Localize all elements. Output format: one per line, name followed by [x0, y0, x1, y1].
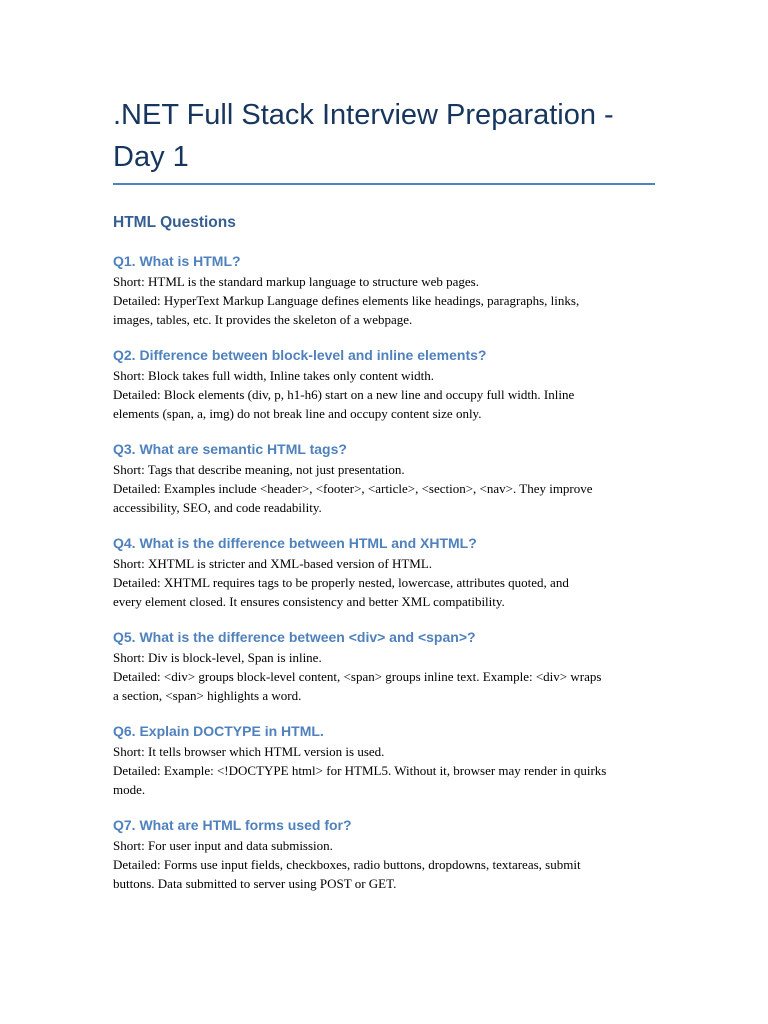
detailed-answer-line: Detailed: Forms use input fields, checkboxes, radio buttons, dropdowns, textareas, submit [113, 857, 581, 872]
detailed-answer-line: Detailed: Block elements (div, p, h1-h6) start on a new line and occupy full width. Inline [113, 387, 575, 402]
detailed-answer-line: Detailed: XHTML requires tags to be properly nested, lowercase, attributes quoted, and [113, 575, 569, 590]
question-block-2 [113, 345, 655, 423]
detailed-answer-line: a section, <span> highlights a word. [113, 688, 302, 703]
detailed-answer-line: Detailed: <div> groups block-level content, <span> groups inline text. Example: <div> wraps [113, 669, 602, 684]
question-block-5 [113, 627, 655, 705]
short-answer: Short: Tags that describe meaning, not just presentation. [113, 462, 405, 477]
document-title [113, 94, 655, 178]
detailed-answer-line: accessibility, SEO, and code readability. [113, 500, 322, 515]
short-answer: Short: Div is block-level, Span is inline. [113, 650, 322, 665]
detailed-answer-line: images, tables, etc. It provides the skeleton of a webpage. [113, 312, 413, 327]
question-title: Q2. Difference between block-level and inline elements? [113, 347, 487, 363]
question-block-1 [113, 251, 655, 329]
short-answer: Short: HTML is the standard markup language to structure web pages. [113, 274, 479, 289]
question-title: Q6. Explain DOCTYPE in HTML. [113, 723, 324, 739]
question-title: Q4. What is the difference between HTML and XHTML? [113, 535, 477, 551]
question-block-7 [113, 815, 655, 893]
detailed-answer-line: Detailed: Example: <!DOCTYPE html> for HTML5. Without it, browser may render in quirks [113, 763, 607, 778]
question-title: Q7. What are HTML forms used for? [113, 817, 352, 833]
short-answer: Short: For user input and data submission. [113, 838, 333, 853]
detailed-answer-line: Detailed: Examples include <header>, <footer>, <article>, <section>, <nav>. They improve [113, 481, 593, 496]
question-title: Q3. What are semantic HTML tags? [113, 441, 347, 457]
question-title: Q1. What is HTML? [113, 253, 241, 269]
detailed-answer-line: every element closed. It ensures consistency and better XML compatibility. [113, 594, 505, 609]
short-answer: Short: Block takes full width, Inline takes only content width. [113, 368, 434, 383]
document-title-line-1: .NET Full Stack Interview Preparation - [113, 99, 614, 131]
detailed-answer-line: Detailed: HyperText Markup Language defines elements like headings, paragraphs, links, [113, 293, 580, 308]
document-title-line-2: Day 1 [113, 141, 189, 173]
detailed-answer-line: mode. [113, 782, 146, 797]
question-block-4 [113, 533, 655, 611]
short-answer: Short: XHTML is stricter and XML-based version of HTML. [113, 556, 433, 571]
detailed-answer-line: buttons. Data submitted to server using POST or GET. [113, 876, 397, 891]
document-page [113, 94, 655, 891]
question-title: Q5. What is the difference between <div> and <span>? [113, 629, 476, 645]
short-answer: Short: It tells browser which HTML version is used. [113, 744, 385, 759]
section-heading: HTML Questions [113, 214, 236, 231]
question-block-6 [113, 721, 655, 799]
question-block-3 [113, 439, 655, 517]
title-divider [113, 183, 655, 185]
detailed-answer-line: elements (span, a, img) do not break line and occupy content size only. [113, 406, 482, 421]
